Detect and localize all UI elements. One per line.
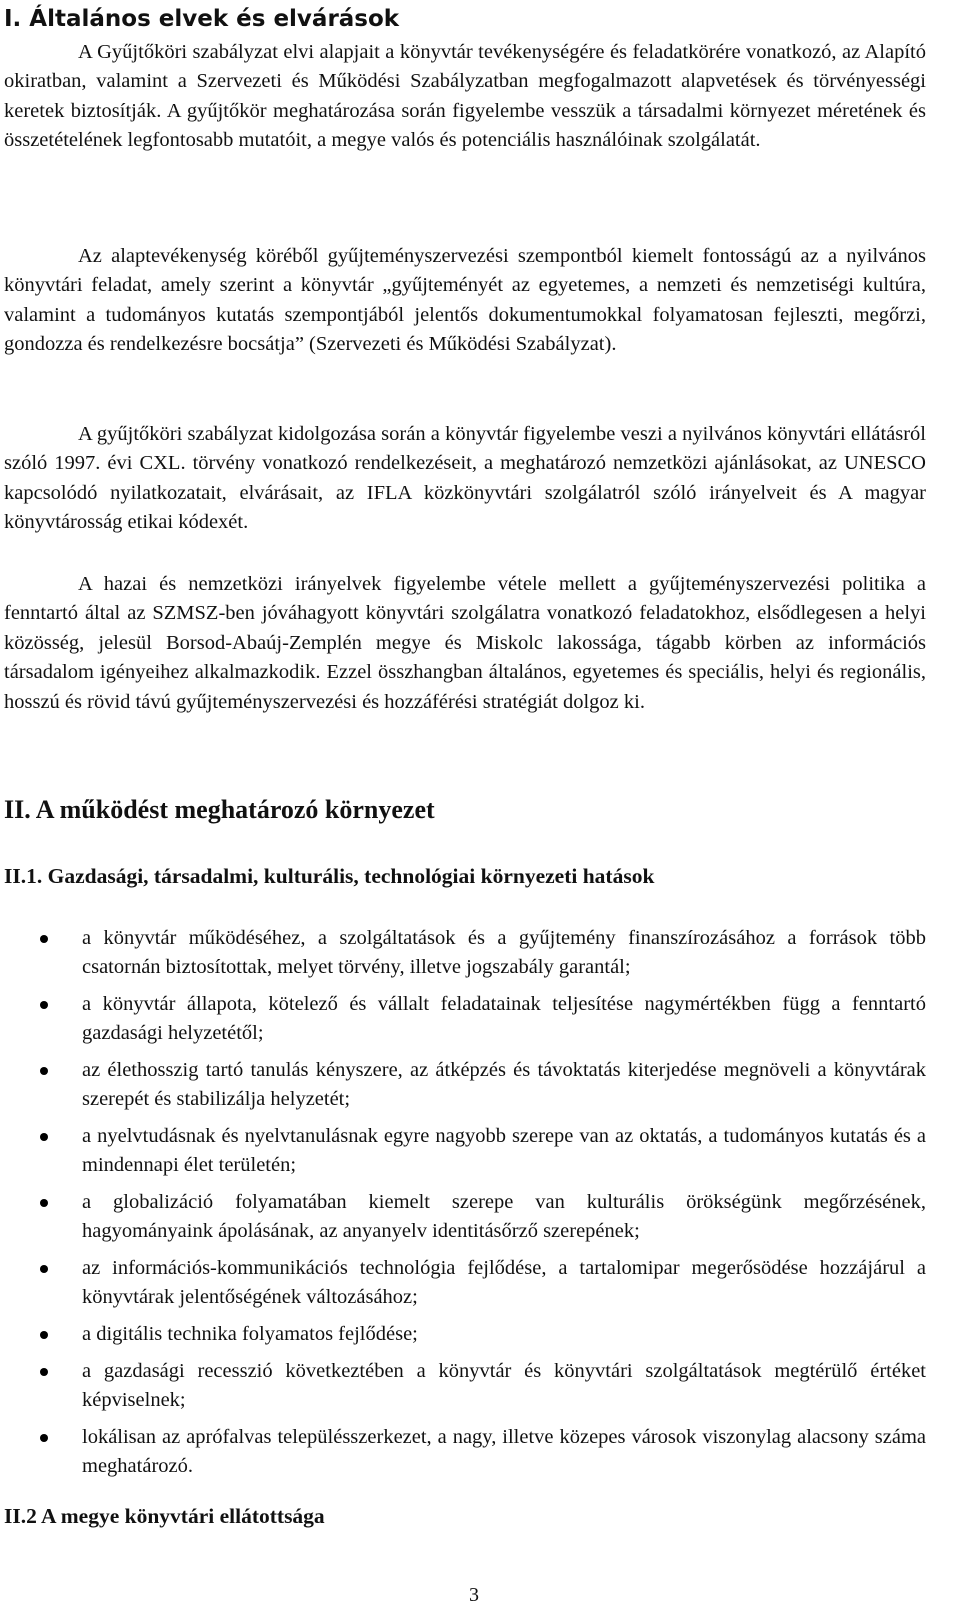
bullet-icon <box>40 1199 48 1207</box>
subsection-heading-2-2: II.2 A megye könyvtári ellátottsága <box>4 1504 325 1528</box>
list-item: a nyelvtudásnak és nyelvtanulásnak egyre nagyobb szerepe van az oktatás, a tudományos kutatás és a mindennapi élet területén; <box>0 1122 926 1181</box>
section-heading-1: I. Általános elvek és elvárások <box>4 6 400 32</box>
influences-bullet-list <box>0 924 960 1489</box>
page-number: 3 <box>469 1584 479 1606</box>
paragraph-1: A Gyűjtőköri szabályzat elvi alapjait a könyvtár tevékenységére és feladatkörére vonatkozó, az Alapító okiratban, valamint a Szervezeti és Működési Szabályzatban megfogalmazott alapvetések és törvényességi keretek biztosítják. A gyűjtőkör meghatározása során figyelembe vesszük a társadalmi környezet méretének és összetételének legfontosabb mutatóit, a megye valós és potenciális használóinak szolgálatát. <box>4 41 926 152</box>
bullet-icon <box>40 1265 48 1273</box>
paragraph-2: Az alaptevékenység köréből gyűjteményszervezési szempontból kiemelt fontosságú az a nyilvános könyvtári feladat, amely szerint a könyvtár „gyűjteményét az egyetemes, a nemzeti és nemzetiségi kultúra, valamint a tudományos kutatás szempontjából jelentős dokumentumokkal folyamatosan fejleszti, megőrzi, gondozza és rendelkezésre bocsátja” (Szervezeti és Működési Szabályzat). <box>4 245 926 356</box>
list-item: a globalizáció folyamatában kiemelt szerepe van kulturális örökségünk megőrzésének, hagyományaink ápolásának, az anyanyelv identitásőrző szerepének; <box>0 1188 926 1247</box>
subsection-heading-2-1: II.1. Gazdasági, társadalmi, kulturális, technológiai környezeti hatások <box>4 864 655 888</box>
bullet-icon <box>40 1331 48 1339</box>
list-item: az élethosszig tartó tanulás kényszere, az átképzés és távoktatás kiterjedése megnöveli a könyvtárak szerepét és stabilizálja helyzetét; <box>0 1056 926 1115</box>
list-item: a könyvtár állapota, kötelező és vállalt feladatainak teljesítése nagymértékben függ a fenntartó gazdasági helyzetétől; <box>0 990 926 1049</box>
bullet-icon <box>40 935 48 943</box>
bullet-icon <box>40 1001 48 1009</box>
list-item: a digitális technika folyamatos fejlődése; <box>0 1320 926 1349</box>
list-item: lokálisan az aprófalvas településszerkezet, a nagy, illetve közepes városok viszonylag alacsony száma meghatározó. <box>0 1423 926 1482</box>
bullet-icon <box>40 1133 48 1141</box>
paragraph-4: A hazai és nemzetközi irányelvek figyelembe vétele mellett a gyűjteményszervezési politika a fenntartó által az SZMSZ-ben jóváhagyott könyvtári szolgálatra vonatkozó feladatokhoz, elsődlegesen a helyi közösség, jelesül Borsod-Abaúj-Zemplén megye és Miskolc lakossága, tágabb körben az információs társadalom igényeihez alkalmazkodik. Ezzel összhangban általános, egyetemes és speciális, helyi és regionális, hosszú és rövid távú gyűjteményszervezési és hozzáférési stratégiát dolgoz ki. <box>4 573 926 713</box>
list-item: a gazdasági recesszió következtében a könyvtár és könyvtári szolgáltatások megtérülő értéket képviselnek; <box>0 1357 926 1416</box>
bullet-icon <box>40 1434 48 1442</box>
paragraph-3: A gyűjtőköri szabályzat kidolgozása során a könyvtár figyelembe veszi a nyilvános könyvtári ellátásról szóló 1997. évi CXL. törvény vonatkozó rendelkezéseit, a meghatározó nemzetközi ajánlásokat, az UNESCO kapcsolódó nyilatkozatait, elvárásait, az IFLA közkönyvtári szolgálatról szóló irányelveit és A magyar könyvtárosság etikai kódexét. <box>4 423 926 534</box>
list-item: a könyvtár működéséhez, a szolgáltatások és a gyűjtemény finanszírozásához a források több csatornán biztosítottak, melyet törvény, illetve jogszabály garantál; <box>0 924 926 983</box>
section-heading-2: II. A működést meghatározó környezet <box>4 795 435 824</box>
list-item: az információs-kommunikációs technológia fejlődése, a tartalomipar megerősödése hozzájárul a könyvtárak jelentőségének változásához; <box>0 1254 926 1313</box>
bullet-icon <box>40 1368 48 1376</box>
bullet-icon <box>40 1067 48 1075</box>
